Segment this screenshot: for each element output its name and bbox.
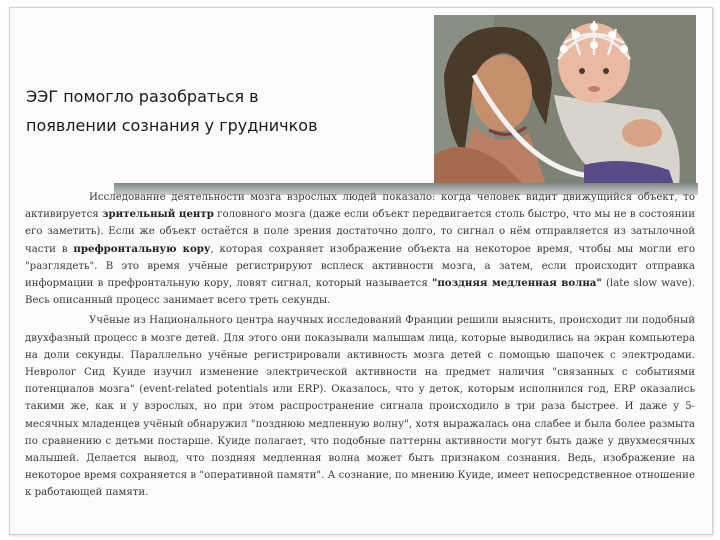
paragraph-infant-study: Учёные из Национального центра научных исследований Франции решили выяснить, происходит ли подобный двухфазный процесс в мозге детей. Для этого они показывали малышам лица, которые выводились на экран компьютера на доли секунды. Параллельно учёные регистрировали активность мозга детей с помощью шапочек с электродами. Невролог Сид Куиде изучил изменение электрической активности на предмет наличия "связанных с событиями потенциалов мозга" (event-related potentials или ERP). Оказалось, что у деток, которым исполнился год, ERP оказались такими же, как и у взрослых, но при этом распространение сигнала происходило в три раза быстрее. И даже у 5-месячных младенцев учёный обнаружил "позднюю медленную волну", хотя выражалась она слабее и была более размыта по сравнению с детьми постарше. Куиде полагает, что подобные паттерны активности могут быть даже у двухмесячных малышей. Делается вывод, что поздняя медленная волна может быть признаком сознания. Ведь, изображение на некоторое время сохраняется в "оперативной памяти". А сознание, по мнению Куиде, имеет непосредственное отношение к работающей памяти.: [25, 315, 695, 499]
baby-mouth: [588, 86, 600, 92]
photo-mother-and-baby-eeg: [434, 15, 696, 185]
term-late-slow-wave: "поздняя медленная волна": [432, 277, 602, 290]
article-body: [25, 189, 695, 502]
term-visual-center: зрительный центр: [102, 208, 214, 221]
slide-title: ЭЭГ помогло разобраться в появлении сознания у грудничков: [26, 87, 318, 135]
term-prefrontal-cortex: префронтальную кору: [73, 242, 211, 255]
mother-hand: [622, 119, 662, 147]
baby-left-eye: [579, 68, 585, 74]
paragraph-eeg-adults: Исследование деятельности мозга взрослых людей показало: когда человек видит движущийся объект, то активируется зрительный центр головного мозга (даже если объект передвигается столь быстро, что мы не в состоянии его заметить). Если же объект остаётся в поле зрения достаточно долго, то сигнал о нём отправляется из затылочной части в префронтальную кору, которая сохраняет изображение объекта на некоторое время, чтобы мы могли его "разглядеть". В это время учёные регистрируют всплеск активности мозга, а затем, если происходит отправка информации в префронтальную кору, ловят сигнал, который называется "поздняя медленная волна" (late slow wave). Весь описанный процесс занимает всего треть секунды.: [25, 192, 696, 307]
photo-illustration: [434, 15, 696, 185]
baby-right-eye: [603, 68, 609, 74]
